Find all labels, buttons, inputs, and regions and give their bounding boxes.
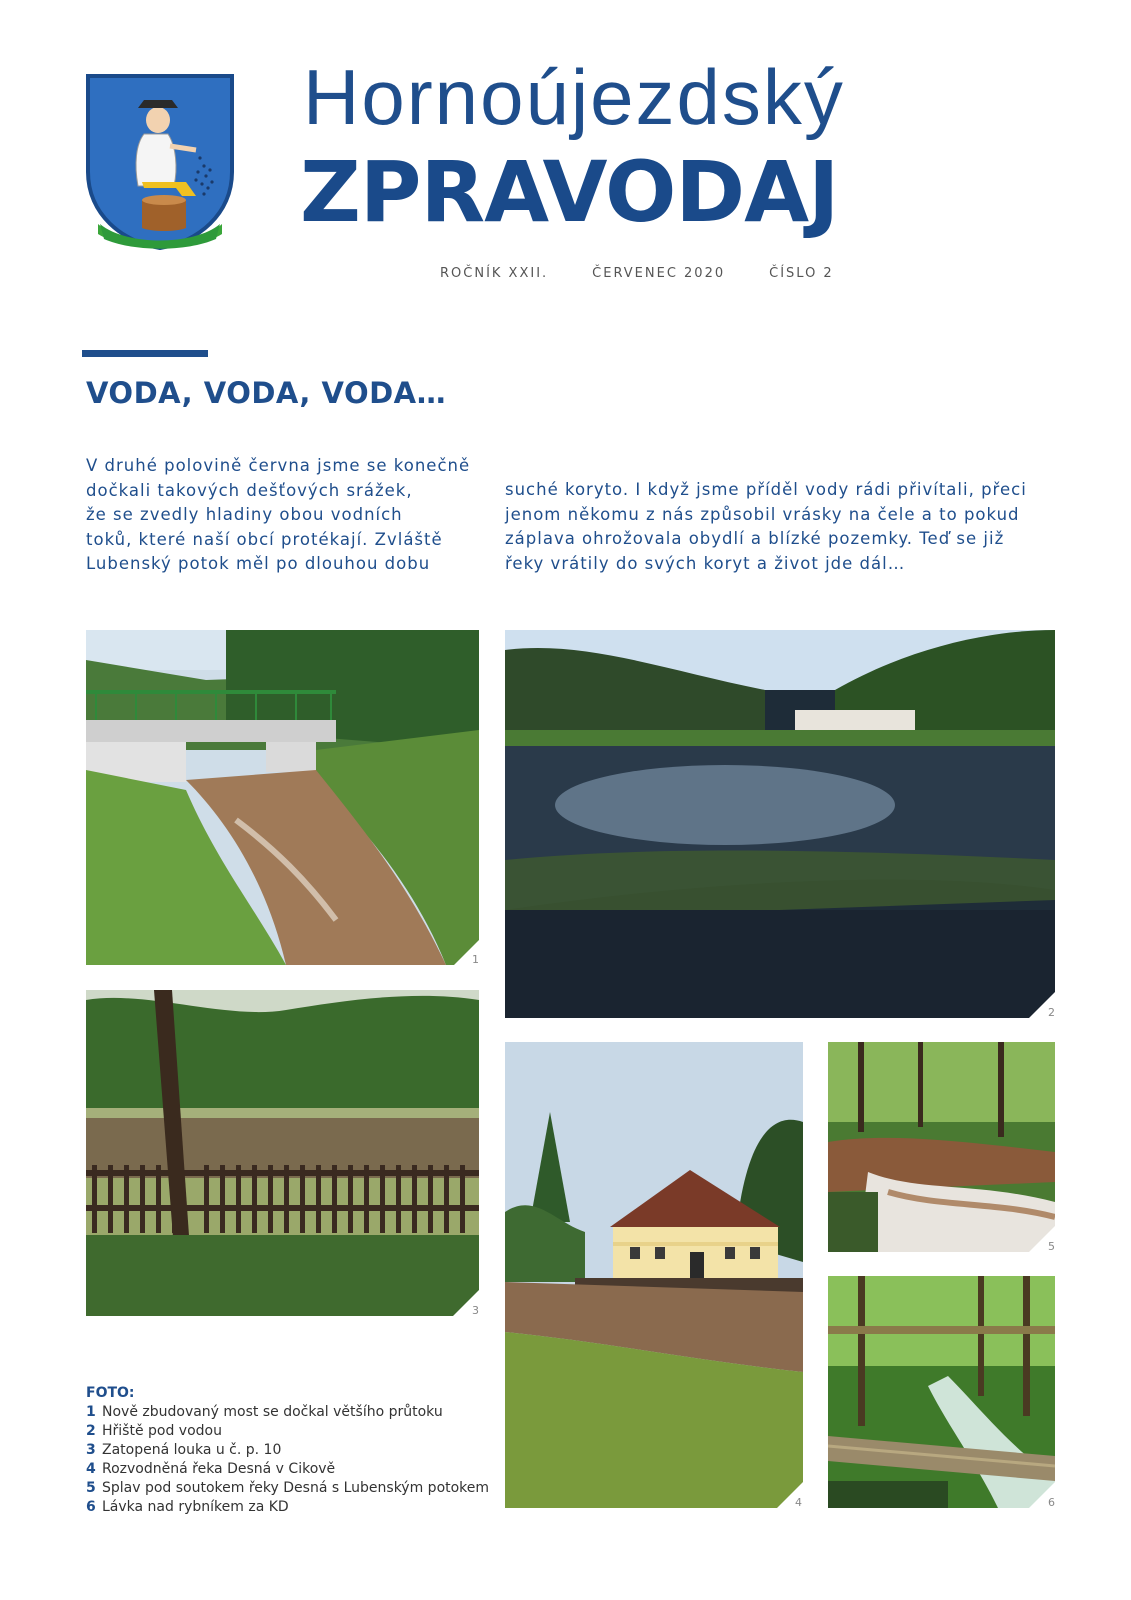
photo-weir — [828, 1042, 1055, 1252]
caption-number: 5 — [86, 1480, 96, 1496]
photo-number: 5 — [1048, 1240, 1055, 1253]
volume-label: ROČNÍK XXII. — [440, 266, 549, 281]
caption-text: Rozvodněná řeka Desná v Cikově — [102, 1461, 336, 1477]
caption-text: Nově zbudovaný most se dočkal většího průtoku — [102, 1404, 443, 1420]
article-headline: VODA, VODA, VODA… — [86, 376, 447, 410]
photo-flooded-meadow — [86, 990, 479, 1316]
caption-text: Hřiště pod vodou — [102, 1423, 222, 1439]
photo-number: 1 — [472, 953, 479, 966]
article-column-2 — [505, 478, 1045, 576]
text-line: řeky vrátily do svých koryt a život jde dál… — [505, 553, 906, 573]
issue-label: ČÍSLO 2 — [769, 266, 834, 281]
caption-item — [86, 1479, 489, 1498]
caption-item — [86, 1403, 489, 1422]
caption-number: 2 — [86, 1423, 96, 1439]
caption-item — [86, 1422, 489, 1441]
caption-text: Lávka nad rybníkem za KD — [102, 1499, 289, 1515]
caption-item — [86, 1498, 489, 1517]
issue-meta — [440, 266, 878, 281]
photo-number: 6 — [1048, 1496, 1055, 1509]
article-column-1 — [86, 454, 481, 577]
photo-bridge-stream — [86, 630, 479, 965]
masthead-title-line2: ZPRAVODAJ — [300, 143, 839, 241]
photo-number: 3 — [472, 1304, 479, 1317]
text-line: záplava ohrožovala obydlí a blízké pozemky. Teď se již — [505, 529, 1005, 548]
text-line: že se zvedly hladiny obou vodních — [86, 505, 403, 524]
masthead-title-line1: Hornoújezdský — [303, 53, 845, 141]
captions-heading: FOTO: — [86, 1385, 135, 1401]
photo-footbridge — [828, 1276, 1055, 1508]
text-line: V druhé polovině června jsme se konečně — [86, 456, 471, 475]
photo-number: 2 — [1048, 1006, 1055, 1019]
date-label: ČERVENEC 2020 — [592, 266, 726, 281]
caption-number: 4 — [86, 1461, 96, 1477]
text-line: suché koryto. I když jsme příděl vody rádi přivítali, přeci — [505, 480, 1027, 499]
caption-number: 6 — [86, 1499, 96, 1515]
photo-flooded-playground — [505, 630, 1055, 1018]
text-line: dočkali takových dešťových srážek, — [86, 480, 413, 500]
caption-number: 1 — [86, 1404, 96, 1420]
photo-flooded-river-house — [505, 1042, 803, 1508]
caption-text: Splav pod soutokem řeky Desná s Lubenským potokem — [102, 1480, 490, 1496]
caption-text: Zatopená louka u č. p. 10 — [102, 1442, 282, 1458]
text-line: toků, které naší obcí protékají. Zvláště — [86, 529, 443, 549]
caption-number: 3 — [86, 1442, 96, 1458]
coat-of-arms-logo — [86, 74, 234, 250]
section-rule — [82, 350, 208, 357]
text-line: Lubenský potok měl po dlouhou dobu — [86, 554, 431, 573]
text-line: jenom někomu z nás způsobil vrásky na čele a to pokud — [505, 504, 1020, 524]
caption-item — [86, 1441, 489, 1460]
photo-captions — [86, 1384, 489, 1517]
caption-item — [86, 1460, 489, 1479]
photo-number: 4 — [795, 1496, 802, 1509]
